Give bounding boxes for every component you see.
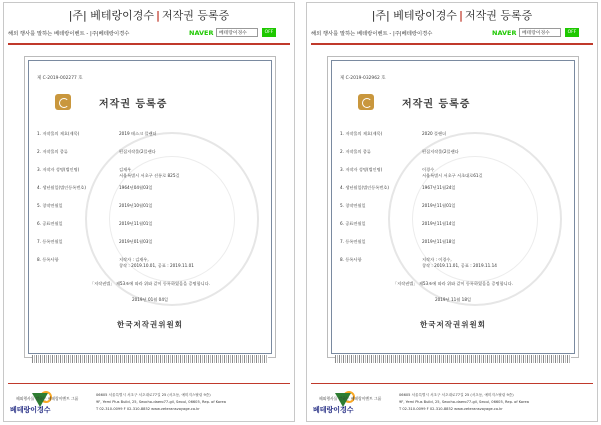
field-label: 5. 창작연월일 xyxy=(37,203,63,208)
commission-logo-icon xyxy=(358,94,374,110)
field-value: 2019년11월18일 xyxy=(422,239,456,244)
field-label: 3. 저작자 성명(법인명) xyxy=(340,167,383,172)
naver-search-button[interactable]: OFF xyxy=(565,28,579,37)
doc-title: 저작권 등록증 xyxy=(465,9,533,22)
footer-company-name: 베테랑이경수 xyxy=(10,406,51,414)
footer-contact: T 02-310-0099 F 02-310-8852 www.veteransvoyage.co.kr xyxy=(96,407,200,411)
certificate-number: 제 C-2019-032962 호 xyxy=(340,76,386,81)
brand-title: |주| 베테랑이경수 xyxy=(371,9,457,22)
field-value: 저작자 : 김재우, 창작 : 2019.10.01, 공표 : 2019.11.01 xyxy=(119,257,194,268)
doc-title: 저작권 등록증 xyxy=(162,9,230,22)
field-label: 6. 공표연월일 xyxy=(37,221,63,226)
field-label: 7. 등록연월일 xyxy=(37,239,63,244)
field-value: 1967년11월24일 xyxy=(422,185,456,190)
certificate-date: 2019년 01월 04일 xyxy=(131,297,169,302)
header-divider xyxy=(311,43,593,45)
field-label: 8. 등록사항 xyxy=(37,257,59,262)
certificate-date: 2019년 11월 18일 xyxy=(434,297,472,302)
header-divider xyxy=(8,43,290,45)
panel-title: |주| 베테랑이경수 | 저작권 등록증 xyxy=(68,9,230,22)
field-value: 저작자 : 이경수, 창작 : 2019.11.01, 공표 : 2019.11.14 xyxy=(422,257,497,268)
field-value: 김재우 서울특별시 서초구 선릉로 825길 xyxy=(119,167,180,178)
footer-address: 06605 서울특별시 서초구 서초대로77길 25 (서초동, 예미지스탈링 9층) xyxy=(96,393,211,397)
field-label: 4. 생년월일(법인등록번호) xyxy=(37,185,87,190)
field-value: 2019년01월03일 xyxy=(119,239,153,244)
watermark-seal xyxy=(85,132,259,306)
naver-search-box[interactable]: 베테랑이경수 xyxy=(216,28,258,37)
footer-contact: T 02-310-0099 F 02-310-8852 www.veteransvoyage.co.kr xyxy=(399,407,503,411)
sub-header xyxy=(311,27,593,41)
field-label: 5. 창작연월일 xyxy=(340,203,366,208)
field-value: 2019년10월01일 xyxy=(119,203,153,208)
field-label: 1. 저작물의 제호(제목) xyxy=(37,131,80,136)
field-value: 편집저작물(2플랜다 xyxy=(119,149,156,154)
issuer-name: 한국저작권위원회 xyxy=(117,320,183,329)
certification-statement: 「저작권법」 제53조에 따라 위와 같이 등록하였음을 증명합니다. xyxy=(89,281,211,286)
subtitle: 해외 행사를 말하는 베테랑이벤트 - |주|베테랑이경수 xyxy=(311,31,433,37)
certificate-document xyxy=(24,56,276,358)
document-strip xyxy=(32,355,268,363)
field-label: 7. 등록연월일 xyxy=(340,239,366,244)
certificate-title: 저작권 등록증 xyxy=(402,99,471,110)
field-label: 3. 저작자 성명(법인명) xyxy=(37,167,80,172)
field-value: 2020 플랜더 xyxy=(422,131,447,136)
naver-search-button[interactable]: OFF xyxy=(262,28,276,37)
field-label: 2. 저작물의 종류 xyxy=(37,149,68,154)
certification-statement: 「저작권법」 제53조에 따라 위와 같이 등록하였음을 증명합니다. xyxy=(392,281,514,286)
naver-search-box[interactable]: 베테랑이경수 xyxy=(519,28,561,37)
watermark-seal xyxy=(388,132,562,306)
certificate-document xyxy=(327,56,579,358)
certificate-number: 제 C-2019-002277 호 xyxy=(37,76,83,81)
commission-logo-icon xyxy=(55,94,71,110)
certificate-title: 저작권 등록증 xyxy=(99,99,168,110)
footer-tagline: 해외행사를 말하는 베테랑이벤트 그룹 xyxy=(319,396,382,401)
certificate-panel-right xyxy=(306,2,598,422)
panel-title: |주| 베테랑이경수 | 저작권 등록증 xyxy=(371,9,533,22)
field-value: 2019 테스크 플랜더 xyxy=(119,131,157,136)
document-strip xyxy=(335,355,571,363)
field-value: 2019년11월14일 xyxy=(422,221,456,226)
naver-logo: NAVER xyxy=(189,29,214,37)
field-label: 6. 공표연월일 xyxy=(340,221,366,226)
field-value: 이경수 서울특별시 서초구 서초대로61길 xyxy=(422,167,483,178)
certificate-panel-left xyxy=(3,2,295,422)
brand-title: |주| 베테랑이경수 xyxy=(68,9,154,22)
field-label: 1. 저작물의 제호(제목) xyxy=(340,131,383,136)
naver-logo: NAVER xyxy=(492,29,517,37)
issuer-name: 한국저작권위원회 xyxy=(420,320,486,329)
field-label: 8. 등록사항 xyxy=(340,257,362,262)
footer-address: 06605 서울특별시 서초구 서초대로77길 25 (서초동, 예미지스탈링 9층) xyxy=(399,393,514,397)
field-label: 2. 저작물의 종류 xyxy=(340,149,371,154)
footer-divider xyxy=(311,383,593,384)
sub-header xyxy=(8,27,290,41)
field-value: 2019년11월01일 xyxy=(422,203,456,208)
footer-company-name: 베테랑이경수 xyxy=(313,406,354,414)
footer-tagline: 해외행사를 말하는 베테랑이벤트 그룹 xyxy=(16,396,79,401)
subtitle: 해외 행사를 말하는 베테랑이벤트 - |주|베테랑이경수 xyxy=(8,31,130,37)
footer-address-en: 9F, Yemi Plus Build, 25, Seocho-daero77-gil, Seoul, 06605, Rep. of Korea xyxy=(399,400,529,404)
field-label: 4. 생년월일(법인등록번호) xyxy=(340,185,390,190)
footer-address-en: 9F, Yemi Plus Build, 25, Seocho-daero77-gil, Seoul, 06605, Rep. of Korea xyxy=(96,400,226,404)
field-value: 편집저작물(2플랜다 xyxy=(422,149,459,154)
footer-divider xyxy=(8,383,290,384)
field-value: 2019년11월01일 xyxy=(119,221,153,226)
field-value: 1964년04월03일 xyxy=(119,185,153,190)
